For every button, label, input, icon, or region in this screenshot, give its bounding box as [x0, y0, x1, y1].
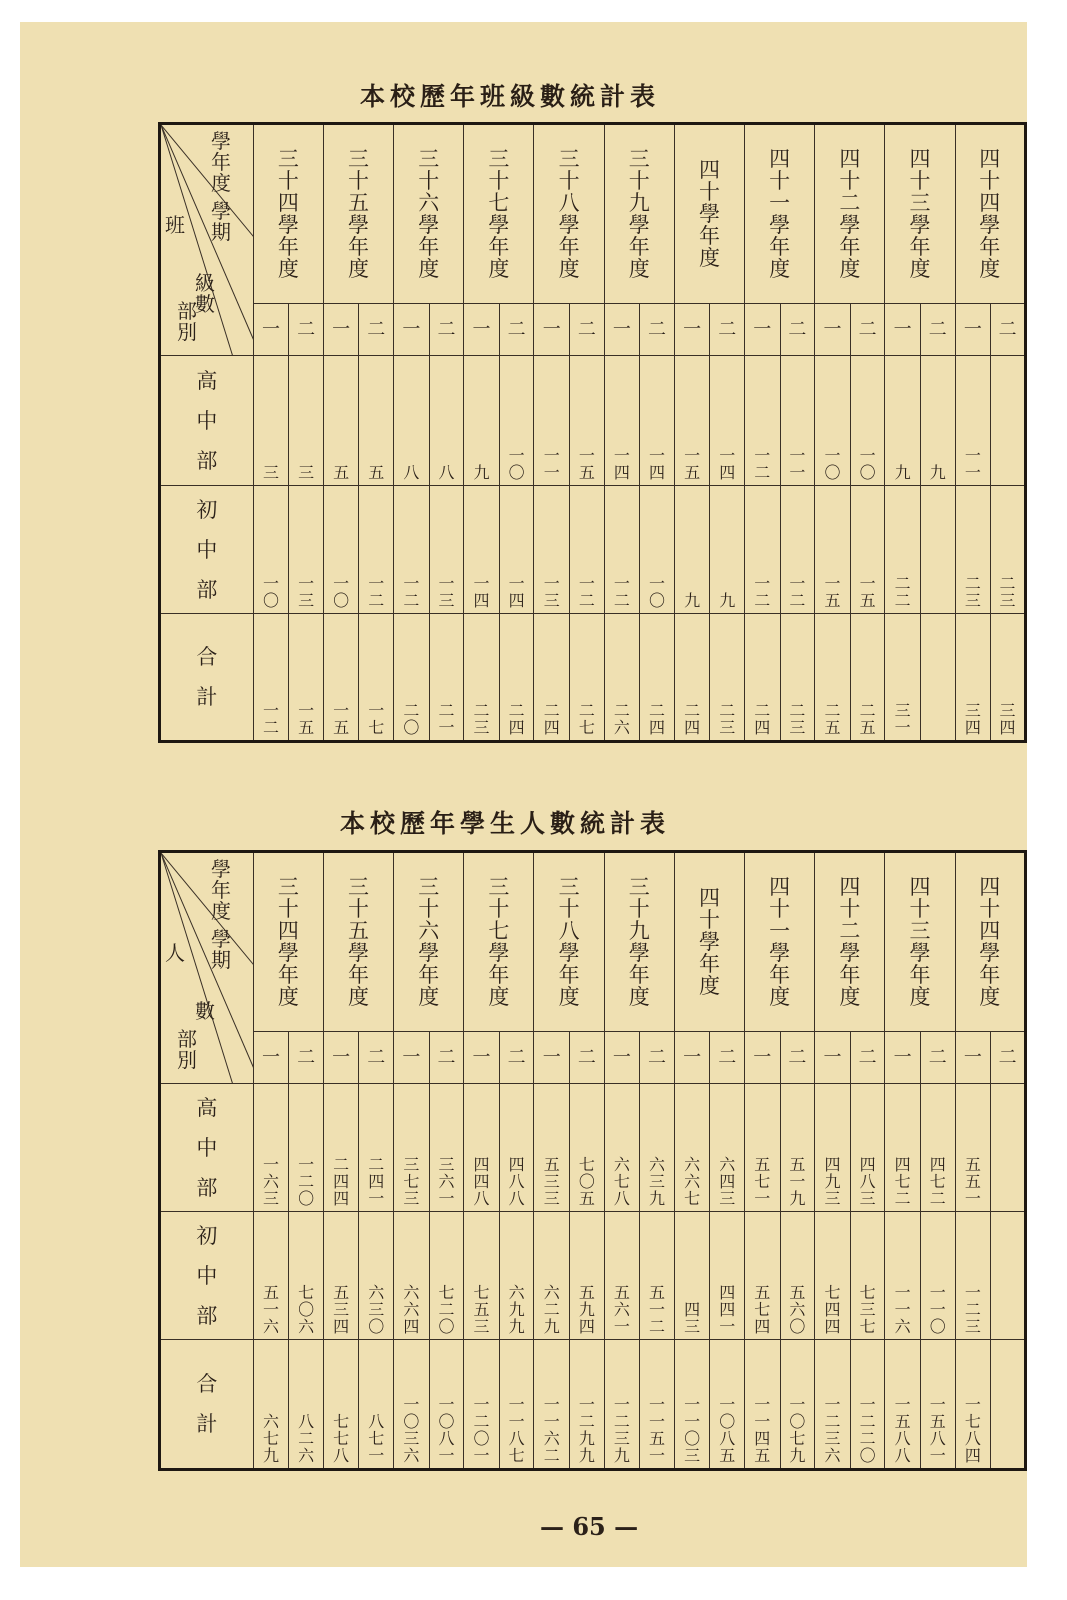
cell-value: 二三: [955, 486, 991, 614]
cell-value: 一一〇: [920, 1212, 955, 1340]
table-row: [160, 614, 1026, 742]
year-header: [674, 852, 744, 1032]
cell-value: 二三: [464, 614, 500, 742]
semester-header: 一: [955, 304, 991, 356]
cell-value: 四四八: [464, 1084, 500, 1212]
year-header: [604, 124, 674, 304]
cell-value: 一二: [570, 486, 605, 614]
year-header: [885, 124, 955, 304]
semester-header: 一: [253, 1032, 289, 1084]
cell-value: 二四: [499, 614, 534, 742]
cell-value: 一一四五: [745, 1340, 781, 1470]
table-title: 本校歷年班級數統計表: [360, 82, 661, 111]
year-label: 三十四學年度: [277, 147, 299, 281]
cell-value: 一一六二: [534, 1340, 570, 1470]
book-page: [20, 22, 1027, 1567]
cell-value: 四三: [674, 1212, 710, 1340]
year-label: 四十四學年度: [979, 875, 1001, 1009]
cell-value: 九: [920, 356, 955, 486]
semester-header: 一: [955, 1032, 991, 1084]
cell-value: 一七八四: [955, 1340, 991, 1470]
corner-label-semester: 學期: [211, 199, 231, 244]
year-label: 三十五學年度: [348, 875, 369, 1009]
corner-label-division: 部別: [177, 1027, 197, 1072]
cell-value: 一一五一: [640, 1340, 675, 1470]
year-header: [674, 124, 744, 304]
cell-value: 七七八: [323, 1340, 359, 1470]
cell-value: 六六七: [674, 1084, 710, 1212]
cell-value: 五三三: [534, 1084, 570, 1212]
cell-value: 一二〇: [289, 1084, 324, 1212]
semester-header: 一: [674, 1032, 710, 1084]
cell-value: 一五: [289, 614, 324, 742]
table-title: 本校歷年學生人數統計表: [340, 809, 671, 838]
cell-value: 一〇: [253, 486, 289, 614]
cell-value: 一四: [710, 356, 745, 486]
cell-value: 一二: [253, 614, 289, 742]
cell-value: 一〇三六: [394, 1340, 430, 1470]
table-row: [160, 1340, 1026, 1470]
cell-value: 三四: [955, 614, 991, 742]
table-row: [160, 1212, 1026, 1340]
cell-value: 二五: [850, 614, 885, 742]
year-label: 四十學年度: [698, 886, 720, 998]
semester-header: 一: [534, 1032, 570, 1084]
year-label: 三十八學年度: [558, 147, 580, 281]
cell-value: 二四一: [359, 1084, 394, 1212]
year-header: [885, 852, 955, 1032]
cell-value: 一一六: [885, 1212, 921, 1340]
cell-value: 五九四: [570, 1212, 605, 1340]
year-label: 四十一學年度: [769, 147, 791, 281]
cell-value: 二六: [604, 614, 640, 742]
row-label: 高中部: [160, 1084, 254, 1212]
cell-value: 五五一: [955, 1084, 991, 1212]
semester-header: 二: [920, 1032, 955, 1084]
semester-header: 一: [464, 1032, 500, 1084]
cell-value: 三四: [991, 614, 1026, 742]
cell-value: 八: [394, 356, 430, 486]
cell-value: 一五: [850, 486, 885, 614]
cell-value: 五三四: [323, 1212, 359, 1340]
year-header: [323, 852, 393, 1032]
year-label: 四十三學年度: [909, 147, 931, 281]
cell-value: 六九九: [499, 1212, 534, 1340]
year-label: 三十八學年度: [558, 875, 580, 1009]
cell-value: 七二〇: [429, 1212, 464, 1340]
cell-value: 一〇: [499, 356, 534, 486]
cell-value: [991, 1340, 1026, 1470]
cell-value: 三: [289, 356, 324, 486]
year-header: [394, 852, 464, 1032]
cell-value: 二四: [640, 614, 675, 742]
corner-label-left: 人: [165, 941, 185, 965]
corner-label-semester: 學期: [211, 927, 231, 972]
cell-value: 一一八七: [499, 1340, 534, 1470]
cell-value: 四七二: [885, 1084, 921, 1212]
year-label: 三十九學年度: [628, 875, 650, 1009]
year-header: [394, 124, 464, 304]
cell-value: 一二: [780, 486, 815, 614]
table-row: [160, 1084, 1026, 1212]
year-header: [745, 852, 815, 1032]
year-header: [534, 852, 604, 1032]
semester-header: 二: [710, 304, 745, 356]
cell-value: 九: [710, 486, 745, 614]
semester-header: 二: [570, 304, 605, 356]
year-label: 三十七學年度: [488, 147, 510, 281]
cell-value: 一六三: [253, 1084, 289, 1212]
semester-header: 一: [464, 304, 500, 356]
corner-label-year: 學年度: [211, 129, 231, 195]
cell-value: 一三: [429, 486, 464, 614]
cell-value: 一三: [534, 486, 570, 614]
cell-value: 五七四: [745, 1212, 781, 1340]
semester-header: 二: [289, 1032, 324, 1084]
year-label: 三十七學年度: [488, 875, 510, 1009]
cell-value: [991, 1212, 1026, 1340]
cell-value: 六六四: [394, 1212, 430, 1340]
row-label: 初中部: [160, 486, 254, 614]
cell-value: 七三七: [850, 1212, 885, 1340]
cell-value: 一三: [289, 486, 324, 614]
cell-value: 八七一: [359, 1340, 394, 1470]
semester-header: 二: [570, 1032, 605, 1084]
semester-header: 二: [780, 304, 815, 356]
cell-value: 五七一: [745, 1084, 781, 1212]
corner-label-count: 級數: [195, 271, 215, 316]
cell-value: 一〇八一: [429, 1340, 464, 1470]
cell-value: [991, 1084, 1026, 1212]
cell-value: 一二: [359, 486, 394, 614]
year-header: [604, 852, 674, 1032]
cell-value: 一五: [674, 356, 710, 486]
semester-header: 二: [850, 1032, 885, 1084]
cell-value: 一二: [394, 486, 430, 614]
corner-label-count: 數: [195, 999, 215, 1023]
cell-value: 三七三: [394, 1084, 430, 1212]
cell-value: 八: [429, 356, 464, 486]
table-row: [160, 356, 1026, 486]
cell-value: 三: [253, 356, 289, 486]
cell-value: 八二六: [289, 1340, 324, 1470]
year-header: [464, 852, 534, 1032]
semester-header: 二: [991, 304, 1026, 356]
page-number: — 65 —: [540, 1512, 639, 1541]
year-label: 三十六學年度: [418, 147, 440, 281]
cell-value: 五: [323, 356, 359, 486]
year-header: [745, 124, 815, 304]
cell-value: 一二二〇: [850, 1340, 885, 1470]
semester-header: 二: [499, 1032, 534, 1084]
semester-header: 二: [920, 304, 955, 356]
year-label: 四十三學年度: [909, 875, 931, 1009]
year-header: [253, 124, 323, 304]
semester-header: 一: [534, 304, 570, 356]
cell-value: 一五: [323, 614, 359, 742]
cell-value: 一四: [464, 486, 500, 614]
corner-label-year: 學年度: [211, 857, 231, 923]
cell-value: 二七: [570, 614, 605, 742]
cell-value: 一四: [640, 356, 675, 486]
cell-value: 一〇八五: [710, 1340, 745, 1470]
year-header: [253, 852, 323, 1032]
corner-header: [160, 124, 254, 356]
cell-value: 五六〇: [780, 1212, 815, 1340]
cell-value: 二三: [991, 486, 1026, 614]
cell-value: 一一: [534, 356, 570, 486]
semester-header: 一: [323, 304, 359, 356]
cell-value: 一〇: [323, 486, 359, 614]
semester-header: 一: [885, 304, 921, 356]
year-label: 四十二學年度: [839, 875, 861, 1009]
year-label: 三十四學年度: [277, 875, 299, 1009]
semester-header: 二: [640, 1032, 675, 1084]
year-header: [534, 124, 604, 304]
year-header: [815, 124, 885, 304]
row-label: 初中部: [160, 1212, 254, 1340]
cell-value: 五一六: [253, 1212, 289, 1340]
semester-header: 二: [499, 304, 534, 356]
row-label: 高中部: [160, 356, 254, 486]
cell-value: 一〇: [850, 356, 885, 486]
semester-header: 一: [815, 304, 851, 356]
year-header: [955, 124, 1025, 304]
table-row: [160, 486, 1026, 614]
semester-header: 一: [604, 304, 640, 356]
cell-value: 九: [464, 356, 500, 486]
cell-value: 一〇七九: [780, 1340, 815, 1470]
cell-value: 一二三: [955, 1212, 991, 1340]
cell-value: 四八八: [499, 1084, 534, 1212]
cell-value: 四八三: [850, 1084, 885, 1212]
cell-value: 一五: [570, 356, 605, 486]
cell-value: 六二九: [534, 1212, 570, 1340]
cell-value: 一四: [604, 356, 640, 486]
semester-header: 二: [429, 1032, 464, 1084]
cell-value: 一五八一: [920, 1340, 955, 1470]
cell-value: 六三〇: [359, 1212, 394, 1340]
cell-value: 七五三: [464, 1212, 500, 1340]
cell-value: [920, 486, 955, 614]
cell-value: 七〇六: [289, 1212, 324, 1340]
cell-value: 七四四: [815, 1212, 851, 1340]
cell-value: 二〇: [394, 614, 430, 742]
cell-value: [991, 356, 1026, 486]
cell-value: 一二: [604, 486, 640, 614]
cell-value: 二四: [745, 614, 781, 742]
cell-value: 二二: [885, 486, 921, 614]
year-header: [955, 852, 1025, 1032]
student-count-table: [158, 850, 1027, 1471]
year-label: 四十一學年度: [769, 875, 791, 1009]
year-label: 三十六學年度: [418, 875, 440, 1009]
semester-header: 一: [394, 304, 430, 356]
cell-value: 一二九九: [570, 1340, 605, 1470]
cell-value: 四七二: [920, 1084, 955, 1212]
semester-header: 一: [745, 304, 781, 356]
corner-header: [160, 852, 254, 1084]
semester-header: 一: [674, 304, 710, 356]
semester-header: 一: [394, 1032, 430, 1084]
cell-value: 四四一: [710, 1212, 745, 1340]
cell-value: 三六一: [429, 1084, 464, 1212]
cell-value: 六七九: [253, 1340, 289, 1470]
semester-header: 二: [850, 304, 885, 356]
row-label: 合計: [160, 614, 254, 742]
cell-value: 一二〇一: [464, 1340, 500, 1470]
corner-label-division: 部別: [177, 299, 197, 344]
cell-value: 一二三六: [815, 1340, 851, 1470]
year-header: [323, 124, 393, 304]
cell-value: 一七: [359, 614, 394, 742]
cell-value: 五一九: [780, 1084, 815, 1212]
semester-header: 一: [253, 304, 289, 356]
cell-value: 二四四: [323, 1084, 359, 1212]
cell-value: 二一: [429, 614, 464, 742]
cell-value: 七〇五: [570, 1084, 605, 1212]
cell-value: 一二: [745, 356, 781, 486]
year-label: 四十二學年度: [839, 147, 861, 281]
semester-header: 二: [640, 304, 675, 356]
semester-header: 二: [359, 1032, 394, 1084]
semester-header: 二: [289, 304, 324, 356]
cell-value: 一〇: [640, 486, 675, 614]
semester-header: 一: [604, 1032, 640, 1084]
corner-label-left: 班: [165, 213, 185, 237]
cell-value: 六七八: [604, 1084, 640, 1212]
cell-value: 一〇: [815, 356, 851, 486]
cell-value: 二三: [780, 614, 815, 742]
year-label: 三十五學年度: [348, 147, 369, 281]
cell-value: 二五: [815, 614, 851, 742]
semester-header: 一: [885, 1032, 921, 1084]
cell-value: 六三九: [640, 1084, 675, 1212]
year-header: [815, 852, 885, 1032]
cell-value: 一五: [815, 486, 851, 614]
semester-header: 二: [429, 304, 464, 356]
year-label: 四十學年度: [698, 158, 720, 270]
cell-value: 二四: [534, 614, 570, 742]
cell-value: 九: [674, 486, 710, 614]
cell-value: 九: [885, 356, 921, 486]
cell-value: 四九三: [815, 1084, 851, 1212]
semester-header: 一: [815, 1032, 851, 1084]
row-label: 合計: [160, 1340, 254, 1470]
year-header: [464, 124, 534, 304]
cell-value: 五一二: [640, 1212, 675, 1340]
class-count-table: [158, 122, 1027, 743]
cell-value: 一一〇三: [674, 1340, 710, 1470]
year-label: 四十四學年度: [979, 147, 1001, 281]
cell-value: [920, 614, 955, 742]
cell-value: 一二: [745, 486, 781, 614]
cell-value: 六四三: [710, 1084, 745, 1212]
cell-value: 一五八八: [885, 1340, 921, 1470]
semester-header: 二: [359, 304, 394, 356]
semester-header: 二: [991, 1032, 1026, 1084]
cell-value: 一一: [955, 356, 991, 486]
cell-value: 五: [359, 356, 394, 486]
semester-header: 二: [780, 1032, 815, 1084]
cell-value: 三一: [885, 614, 921, 742]
semester-header: 一: [745, 1032, 781, 1084]
cell-value: 一二三九: [604, 1340, 640, 1470]
cell-value: 二四: [674, 614, 710, 742]
year-label: 三十九學年度: [628, 147, 650, 281]
cell-value: 一四: [499, 486, 534, 614]
semester-header: 一: [323, 1032, 359, 1084]
cell-value: 五六一: [604, 1212, 640, 1340]
semester-header: 二: [710, 1032, 745, 1084]
cell-value: 一一: [780, 356, 815, 486]
cell-value: 二三: [710, 614, 745, 742]
